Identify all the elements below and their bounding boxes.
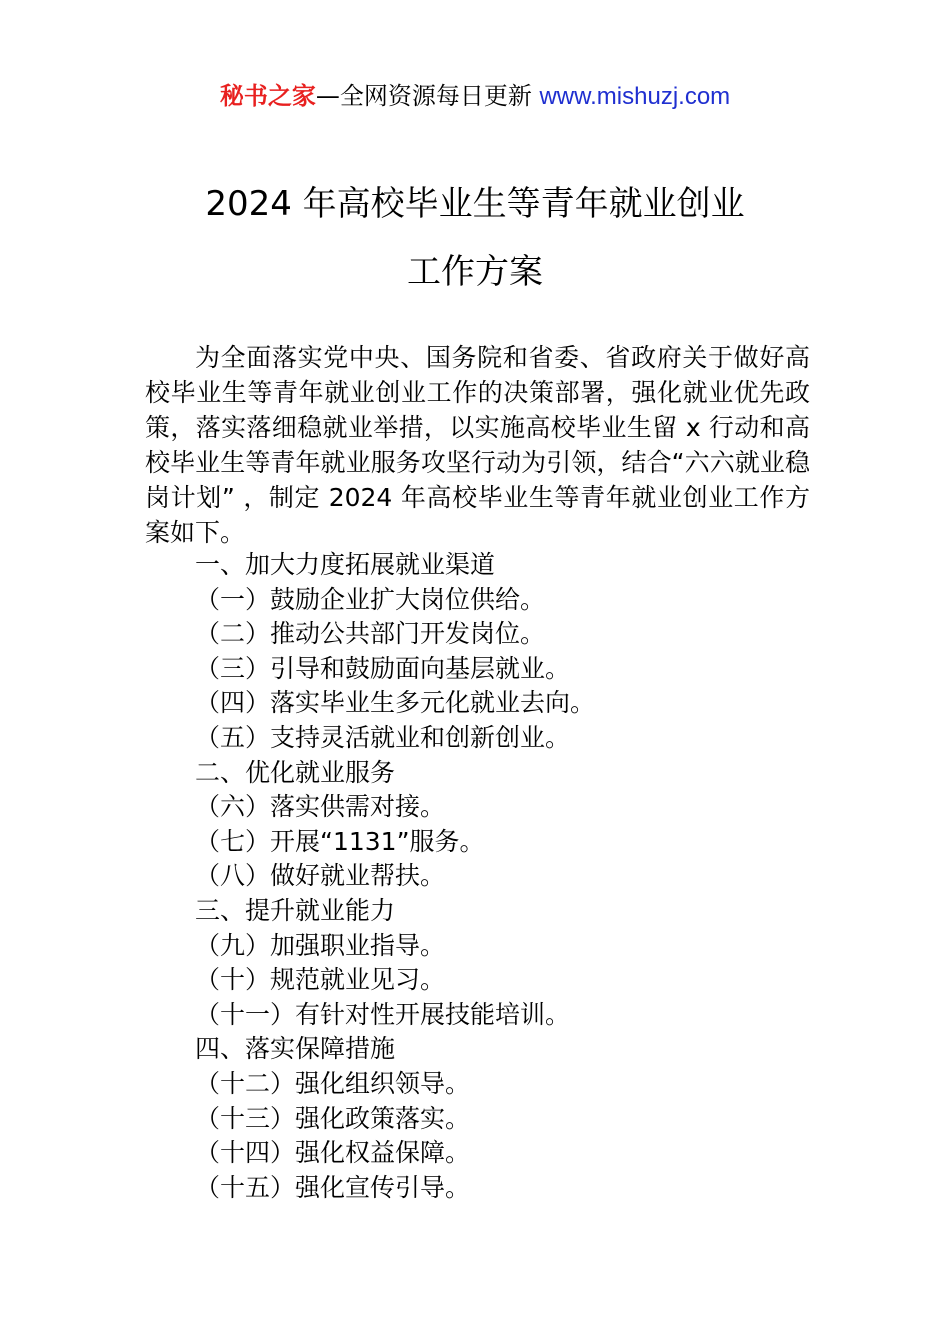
outline-item: （三）引导和鼓励面向基层就业。 (195, 653, 571, 683)
outline-item: （二）推动公共部门开发岗位。 (195, 619, 546, 649)
outline-item: （十一）有针对性开展技能培训。 (195, 999, 571, 1029)
site-url-link[interactable]: www.mishuzj.com (539, 83, 731, 110)
outline-item: （十二）强化组织领导。 (195, 1068, 471, 1098)
outline-item: （九）加强职业指导。 (195, 930, 446, 960)
outline-item: （六）落实供需对接。 (195, 792, 446, 822)
outline-item: （五）支持灵活就业和创新创业。 (195, 722, 571, 752)
outline-item: （八）做好就业帮扶。 (195, 861, 446, 891)
brand-name: 秘书之家 (219, 82, 316, 110)
outline-section-heading: 二、优化就业服务 (195, 757, 396, 787)
document-title-line-1: 2024 年高校毕业生等青年就业创业 (205, 184, 745, 224)
outline-section-heading: 三、提升就业能力 (195, 895, 396, 925)
outline-item: （一）鼓励企业扩大岗位供给。 (195, 584, 546, 614)
outline-item: （十四）强化权益保障。 (195, 1138, 471, 1168)
outline-section-heading: 一、加大力度拓展就业渠道 (195, 550, 496, 579)
outline-item: （十）规范就业见习。 (195, 965, 446, 995)
outline-section-heading: 四、落实保障措施 (195, 1034, 396, 1064)
outline-item: （四）落实毕业生多元化就业去向。 (195, 688, 596, 718)
header-tagline: —全网资源每日更新 (315, 82, 540, 110)
outline-item: （十三）强化政策落实。 (195, 1103, 471, 1133)
intro-paragraph: 为全面落实党中央、国务院和省委、省政府关于做好高校毕业生等青年就业创业工作的决策部署，强化就业优先政策，落实落细稳就业举措，以实施高校毕业生留 x 行动和高校毕业生等青年就业服务攻坚行动为引领，结合“六六就业稳岗计划” ，制定 2024 年高校毕业生等青年就业创业工作方案如下。 (145, 343, 810, 547)
outline-item: （七）开展“1131”服务。 (195, 826, 485, 856)
page-header (0, 80, 950, 113)
document-title-line-2: 工作方案 (407, 252, 543, 292)
outline-item: （十五）强化宣传引导。 (195, 1172, 471, 1202)
outline-list (145, 548, 810, 1205)
